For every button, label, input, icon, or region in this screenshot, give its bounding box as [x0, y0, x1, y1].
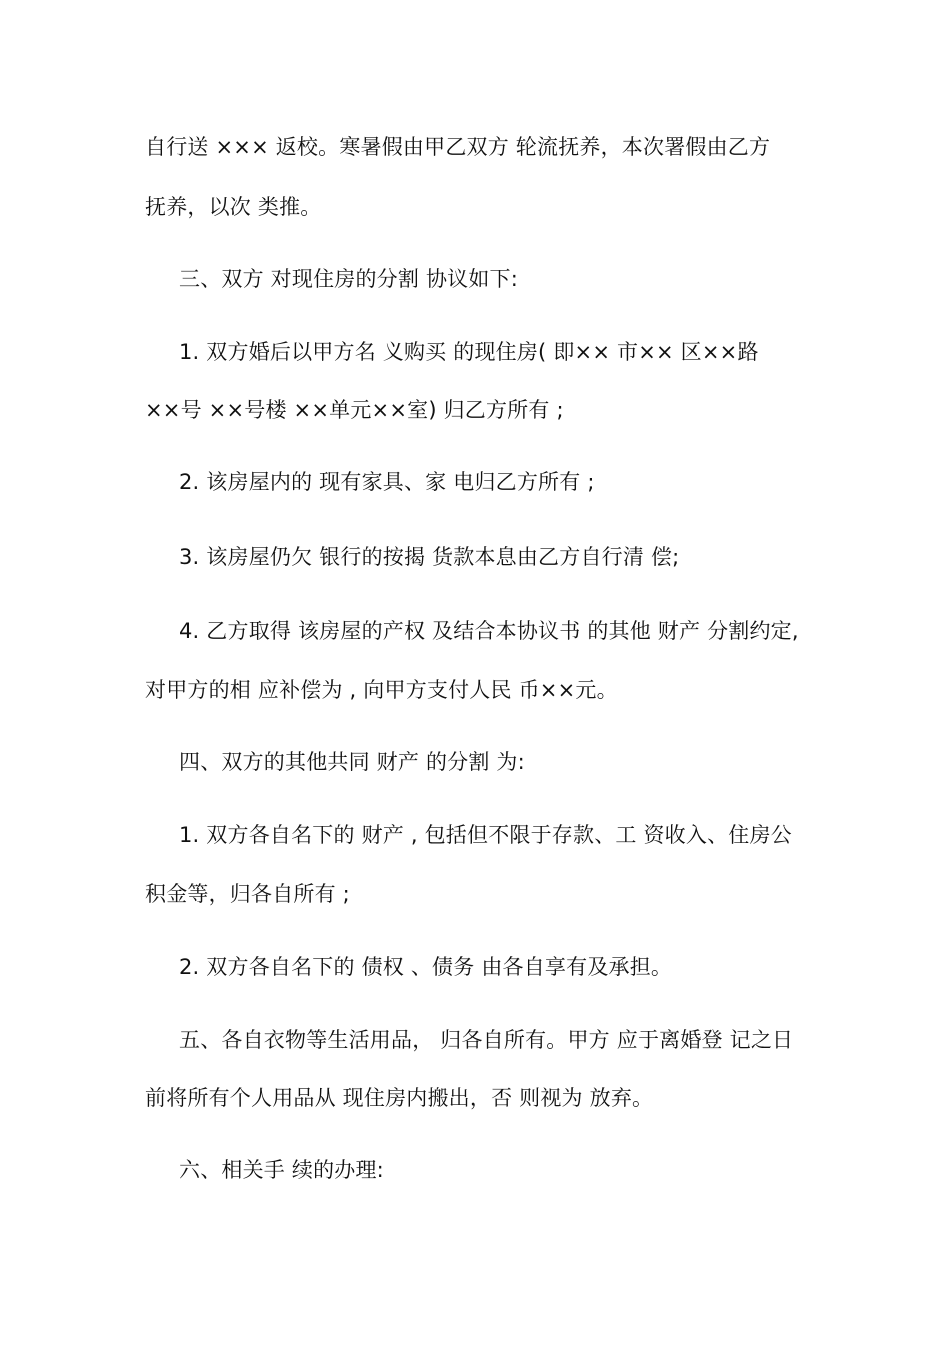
text-line: 2. 该房屋内的 现有家具、家 电归乙方所有 ; — [179, 470, 595, 494]
text-line: 4. 乙方取得 该房屋的产权 及结合本协议书 的其他 财产 分割约定, — [179, 619, 799, 643]
text-line: 抚养，以次 类推。 — [145, 195, 322, 219]
section-heading: 四、双方的其他共同 财产 的分割 为: — [179, 750, 525, 774]
text-line: 1. 双方婚后以甲方名 义购买 的现住房( 即×× 市×× 区××路 — [179, 340, 759, 364]
section-heading: 六、相关手 续的办理: — [179, 1158, 384, 1182]
text-line: 自行送 ××× 返校。寒暑假由甲乙双方 轮流抚养，本次署假由乙方 — [145, 135, 771, 159]
text-line: 前将所有个人用品从 现住房内搬出，否 则视为 放弃。 — [145, 1086, 654, 1110]
text-line: 2. 双方各自名下的 债权 、债务 由各自享有及承担。 — [179, 955, 673, 979]
text-line: ××号 ××号楼 ××单元××室) 归乙方所有 ; — [145, 398, 564, 422]
section-heading: 三、双方 对现住房的分割 协议如下: — [179, 267, 519, 291]
text-line: 积金等，归各自所有 ; — [145, 882, 350, 906]
text-line: 对甲方的相 应补偿为 , 向甲方支付人民 币××元。 — [145, 678, 618, 702]
section-heading: 五、各自衣物等生活用品， 归各自所有。甲方 应于离婚登 记之日 — [179, 1028, 794, 1052]
text-line: 3. 该房屋仍欠 银行的按揭 货款本息由乙方自行清 偿; — [179, 545, 680, 569]
text-line: 1. 双方各自名下的 财产 , 包括但不限于存款、工 资收入、住房公 — [179, 823, 792, 847]
